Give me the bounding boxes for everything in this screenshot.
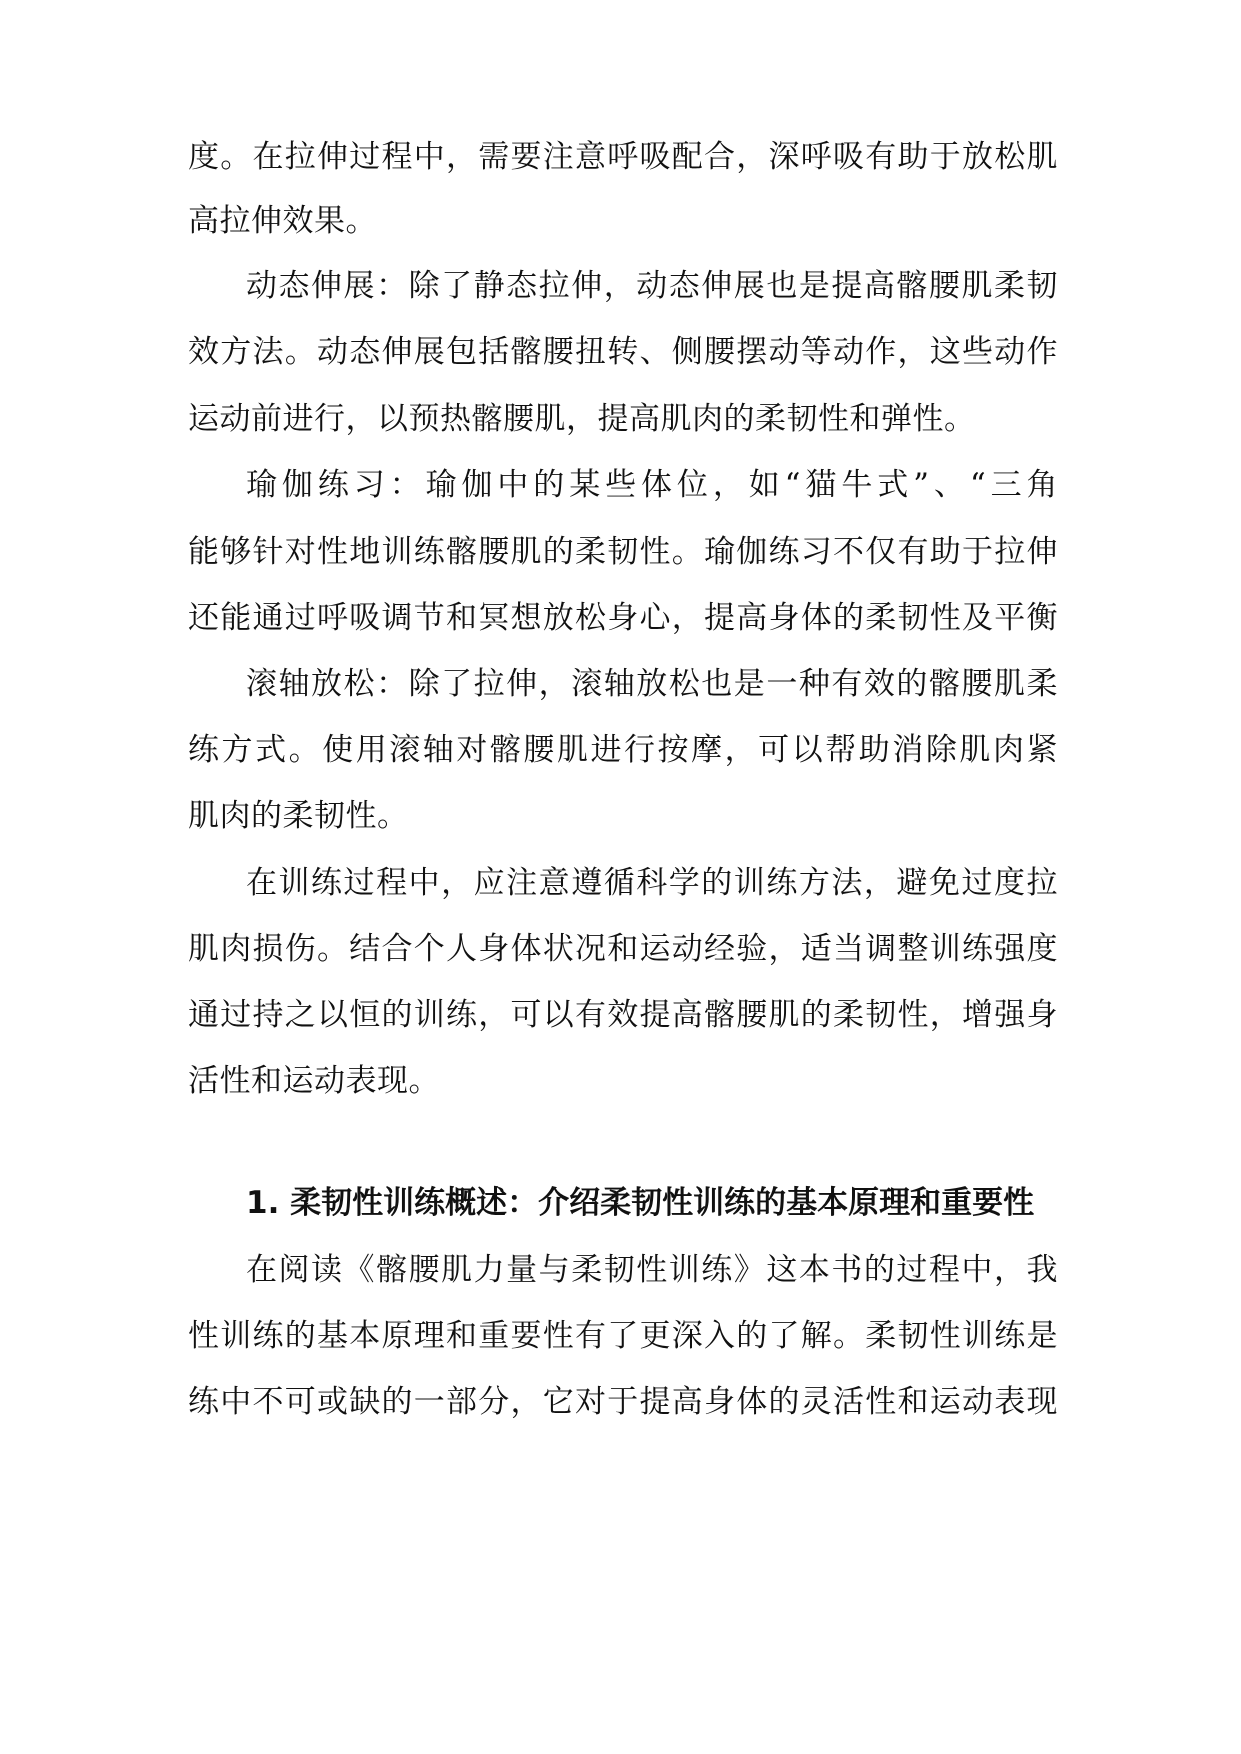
text-line: 能够针对性地训练髂腰肌的柔韧性。瑜伽练习不仅有助于拉伸	[188, 534, 1058, 570]
text-line: 度。在拉伸过程中，需要注意呼吸配合，深呼吸有助于放松肌	[188, 139, 1058, 175]
text-line: 练方式。使用滚轴对髂腰肌进行按摩，可以帮助消除肌肉紧	[188, 732, 1058, 768]
text-line: 在阅读《髂腰肌力量与柔韧性训练》这本书的过程中，我	[246, 1252, 1058, 1288]
text-line: 还能通过呼吸调节和冥想放松身心，提高身体的柔韧性及平衡	[188, 600, 1058, 636]
text-line: 运动前进行，以预热髂腰肌，提高肌肉的柔韧性和弹性。	[188, 401, 976, 437]
text-line: 练中不可或缺的一部分，它对于提高身体的灵活性和运动表现	[188, 1384, 1058, 1420]
text-line: 肌肉的柔韧性。	[188, 798, 409, 834]
text-line: 动态伸展：除了静态拉伸，动态伸展也是提高髂腰肌柔韧	[246, 268, 1058, 304]
text-line: 瑜伽练习：瑜伽中的某些体位，如“猫牛式”、“三角	[246, 467, 1058, 503]
text-line: 在训练过程中，应注意遵循科学的训练方法，避免过度拉	[246, 865, 1058, 901]
text-line: 通过持之以恒的训练，可以有效提高髂腰肌的柔韧性，增强身	[188, 997, 1058, 1033]
text-line: 活性和运动表现。	[188, 1063, 440, 1099]
text-line: 滚轴放松：除了拉伸，滚轴放松也是一种有效的髂腰肌柔	[246, 666, 1058, 702]
text-line: 肌肉损伤。结合个人身体状况和运动经验，适当调整训练强度	[188, 931, 1058, 967]
text-line: 效方法。动态伸展包括髂腰扭转、侧腰摆动等动作，这些动作	[188, 334, 1058, 370]
text-line: 高拉伸效果。	[188, 203, 377, 239]
text-line: 性训练的基本原理和重要性有了更深入的了解。柔韧性训练是	[188, 1318, 1058, 1354]
section-heading: 1. 柔韧性训练概述：介绍柔韧性训练的基本原理和重要性	[246, 1185, 1035, 1221]
